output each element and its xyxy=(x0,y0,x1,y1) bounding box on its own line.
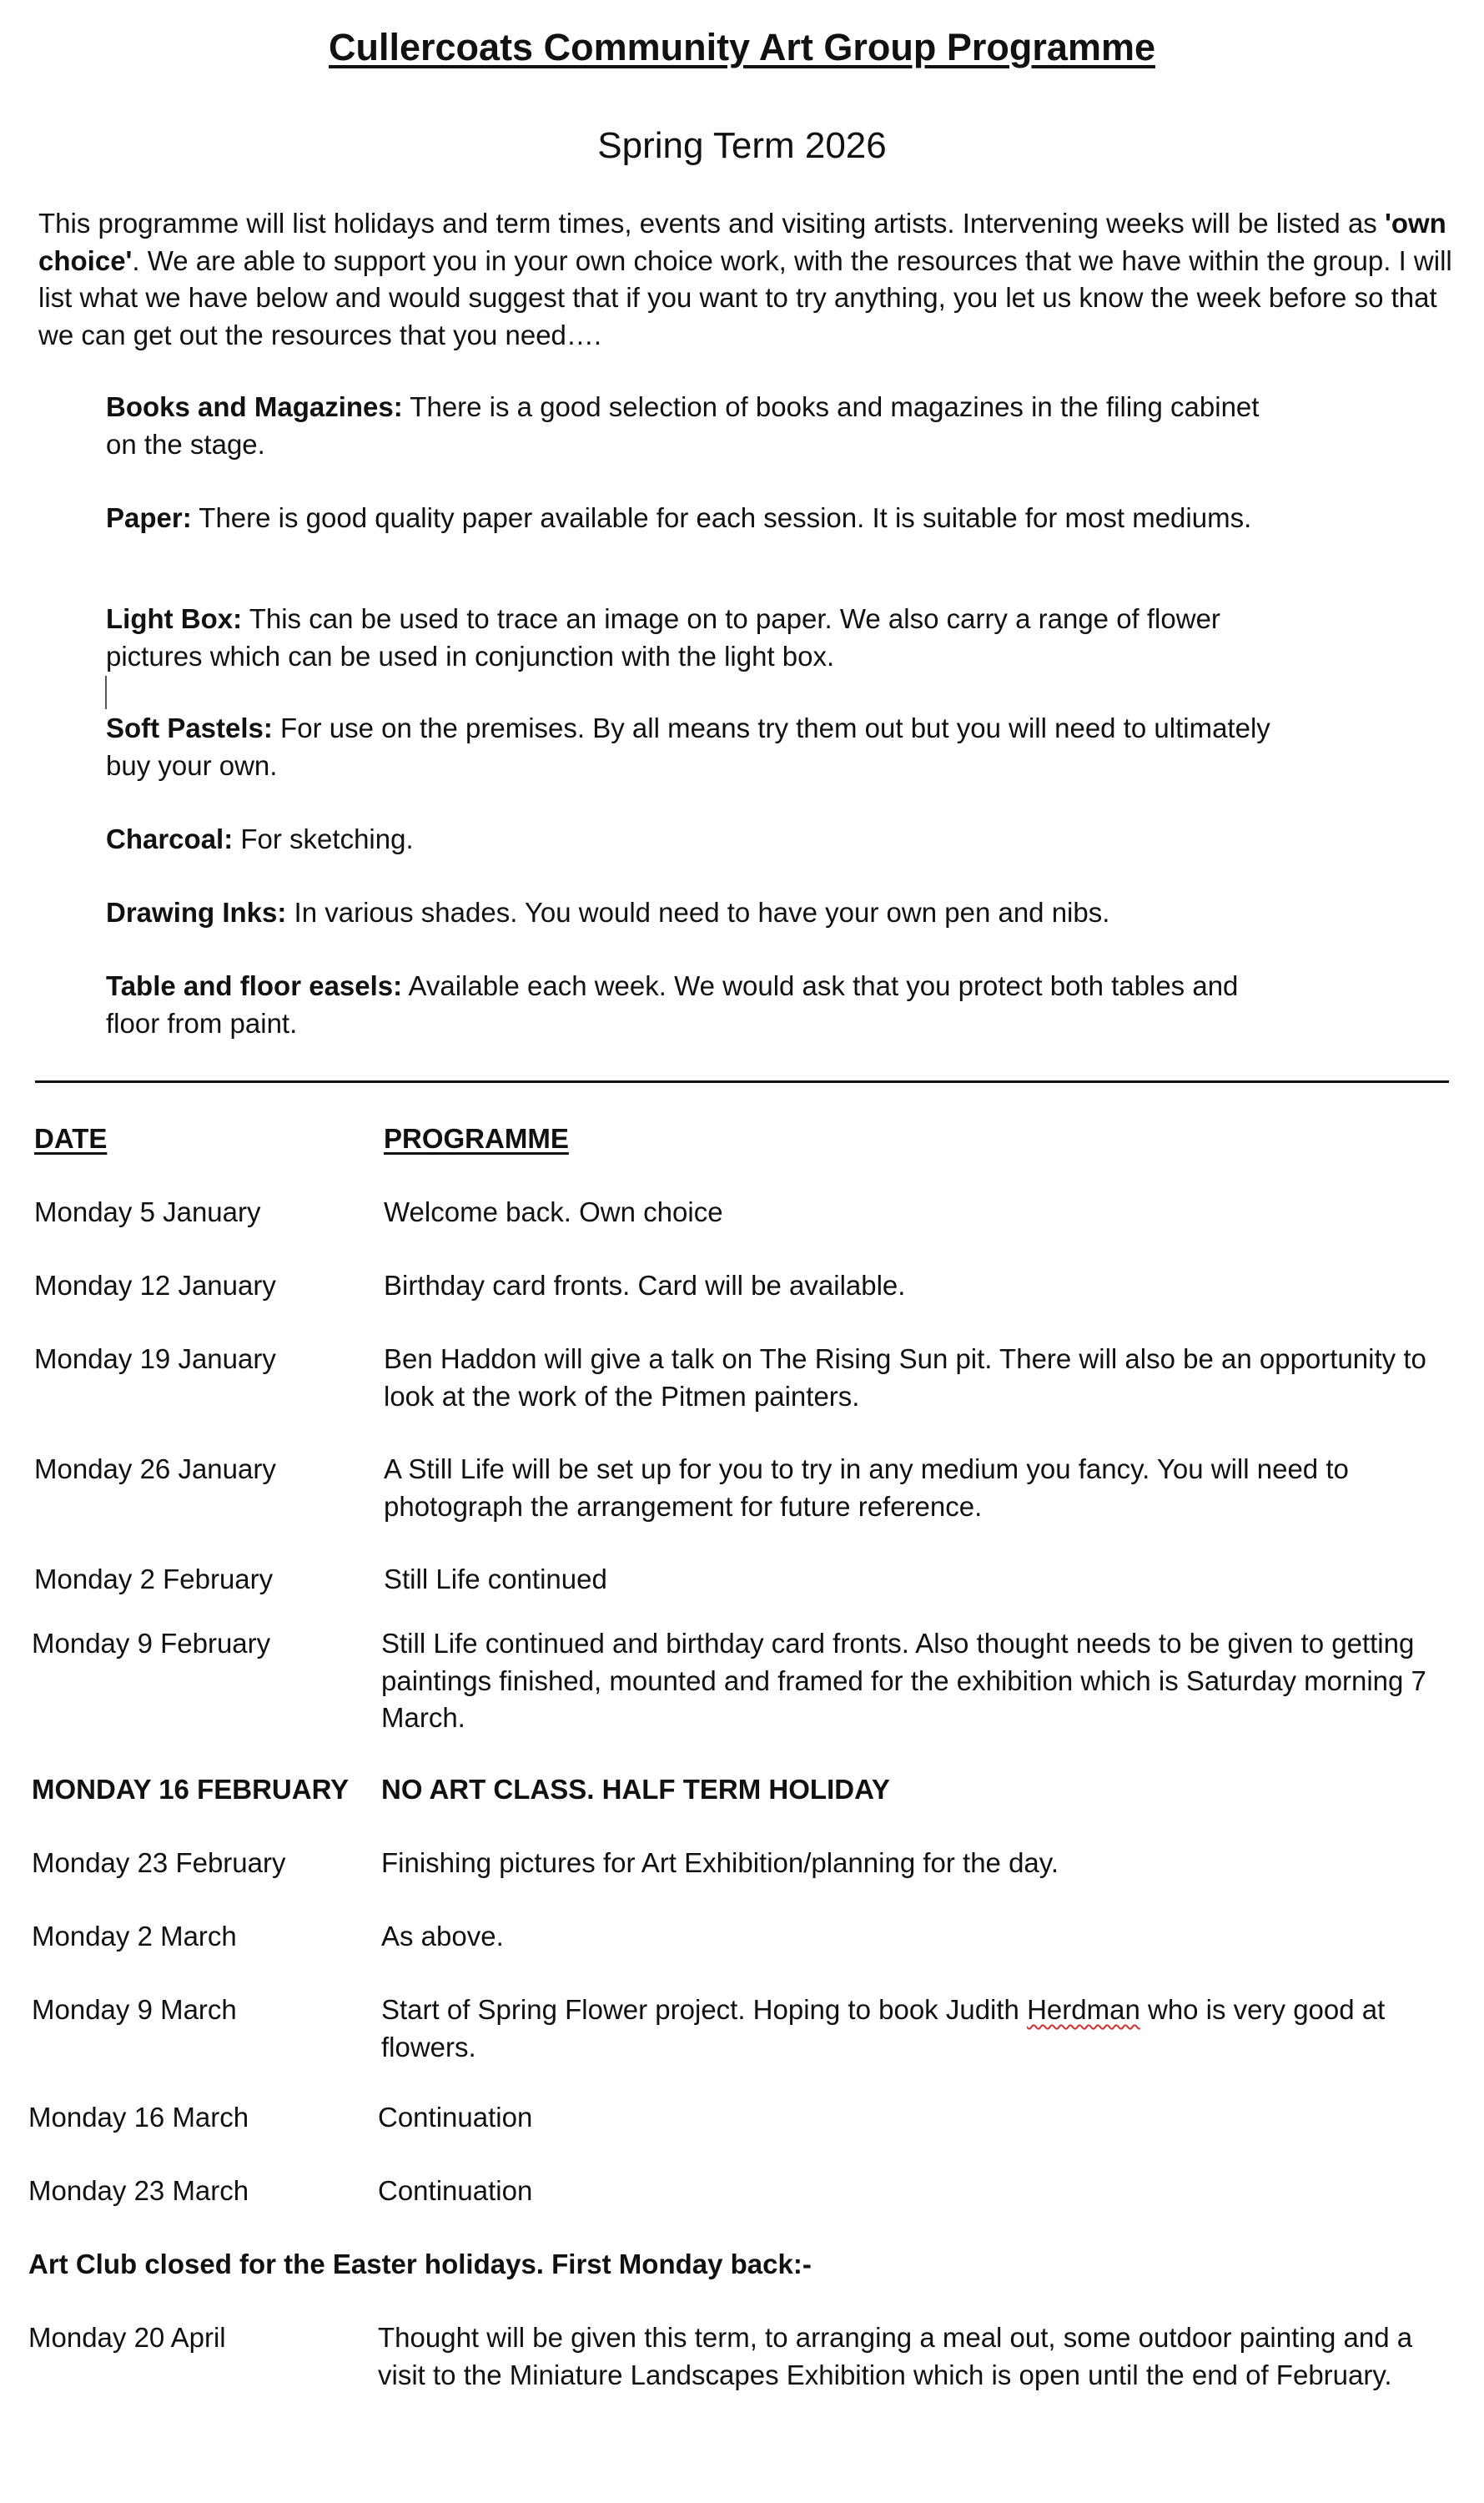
document-subtitle: Spring Term 2026 xyxy=(597,125,887,166)
schedule-programme: A Still Life will be set up for you to try in any medium you fancy. You will need to photograph the arrangement for future reference. xyxy=(384,1453,1349,1522)
resource-drawing-inks: Drawing Inks: In various shades. You would need to have your own pen and nibs. xyxy=(106,897,1110,928)
resource-charcoal: Charcoal: For sketching. xyxy=(106,823,414,854)
schedule-date-holiday: MONDAY 16 FEBRUARY xyxy=(32,1774,350,1805)
document-title: Cullercoats Community Art Group Programme xyxy=(329,26,1155,68)
section-divider xyxy=(35,1080,1449,1083)
schedule-date: Monday 20 April xyxy=(28,2322,226,2353)
schedule-date: Monday 23 February xyxy=(32,1847,286,1878)
resource-easels: Table and floor easels: Available each week. We would ask that you protect both tables and floor from paint. xyxy=(106,970,1239,1039)
schedule-programme-holiday: NO ART CLASS. HALF TERM HOLIDAY xyxy=(381,1774,890,1805)
resource-light-box: Light Box: This can be used to trace an image on to paper. We also carry a range of flower pictures which can be used in conjunction with the light box. xyxy=(106,603,1220,672)
programme-column-header: PROGRAMME xyxy=(384,1123,569,1154)
schedule-programme: Start of Spring Flower project. Hoping to book Judith Herdman who is very good at flowers. xyxy=(381,1994,1386,2062)
resource-paper: Paper: There is good quality paper available for each session. It is suitable for most mediums. xyxy=(106,502,1252,533)
schedule-date: Monday 12 January xyxy=(34,1270,276,1301)
schedule-date: Monday 26 January xyxy=(34,1453,276,1484)
schedule-date: Monday 16 March xyxy=(28,2102,249,2133)
text-cursor xyxy=(105,676,107,709)
schedule-programme: As above. xyxy=(381,1921,504,1952)
schedule-programme: Birthday card fronts. Card will be available. xyxy=(384,1270,906,1301)
schedule-programme: Continuation xyxy=(378,2102,533,2133)
schedule-date: Monday 23 March xyxy=(28,2175,249,2206)
easter-notice: Art Club closed for the Easter holidays. First Monday back:- xyxy=(28,2249,812,2279)
schedule-programme: Still Life continued xyxy=(384,1564,607,1594)
schedule-programme: Finishing pictures for Art Exhibition/planning for the day. xyxy=(381,1847,1059,1878)
schedule-date: Monday 2 February xyxy=(34,1564,274,1594)
schedule-date: Monday 5 January xyxy=(34,1196,261,1227)
date-column-header: DATE xyxy=(34,1123,108,1154)
resource-books-magazines: Books and Magazines: There is a good selection of books and magazines in the filing cabinet on the stage. xyxy=(106,391,1260,460)
schedule-programme: Still Life continued and birthday card fronts. Also thought needs to be given to getting paintings finished, mounted and framed for the exhibition which is Saturday morning 7 March. xyxy=(381,1628,1426,1733)
schedule-date: Monday 19 January xyxy=(34,1343,276,1374)
schedule-date: Monday 2 March xyxy=(32,1921,237,1952)
spellcheck-flagged-word: Herdman xyxy=(1027,1994,1140,2025)
schedule-programme: Continuation xyxy=(378,2175,533,2206)
schedule-date: Monday 9 February xyxy=(32,1628,271,1659)
schedule-programme: Thought will be given this term, to arranging a meal out, some outdoor painting and a visit to the Miniature Landscapes Exhibition which is open until the end of February. xyxy=(378,2322,1413,2390)
intro-paragraph: This programme will list holidays and term times, events and visiting artists. Intervening weeks will be listed as 'own choice'. We are able to support you in your own choice work, with the resources that we have within the group. I will list what we have below and would suggest that if you want to try anything, you let us know the week before so that we can get out the resources that you need…. xyxy=(38,208,1452,350)
schedule-date: Monday 9 March xyxy=(32,1994,237,2025)
resource-soft-pastels: Soft Pastels: For use on the premises. By all means try them out but you will need to ultimately buy your own. xyxy=(106,713,1270,781)
schedule-programme: Welcome back. Own choice xyxy=(384,1196,723,1227)
own-choice-emphasis: 'own choice' xyxy=(38,208,1446,276)
schedule-programme: Ben Haddon will give a talk on The Rising Sun pit. There will also be an opportunity to look at the work of the Pitmen painters. xyxy=(384,1343,1426,1412)
